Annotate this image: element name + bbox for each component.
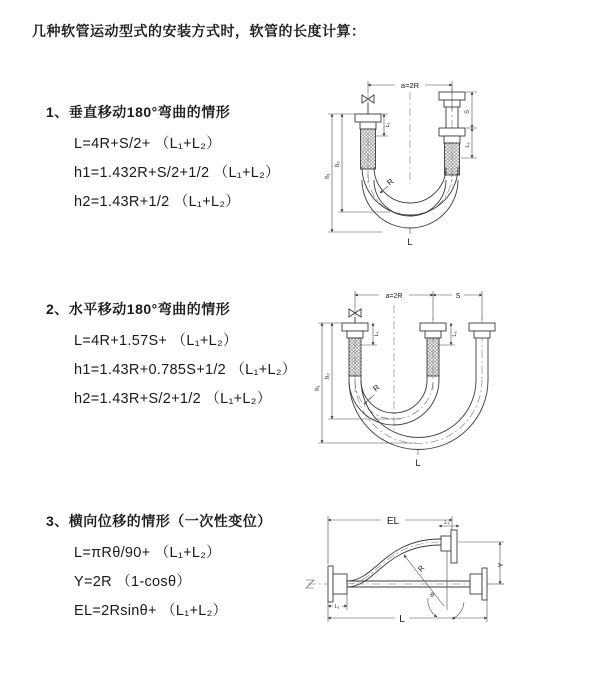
dim-label-l1: L₁ [374,331,380,337]
diagram-labels [335,516,505,625]
diagram-lateral-displacement [296,498,598,658]
section-2-formula-h2: h2=1.43R+S/2+1/2 （L₁+L₂） [74,391,272,407]
dimension-lines [318,289,482,455]
curved-hose [347,530,457,587]
bend-radius-label: R [385,176,396,188]
middle-fitting [420,323,446,376]
dim-label-l2: L₂ [452,331,458,337]
diagram-vertical-180-bend [310,62,595,262]
dim-label-h1: h₁ [315,385,321,391]
section-3-heading: 3、横向位移的情形（一次性变位） [46,513,272,529]
bend-radius-label: R [415,563,427,574]
dim-label-l1: L₁ [385,122,391,128]
hose-length-label: L [407,237,413,248]
left-fitting [342,323,368,376]
hose-length-label: L [399,614,405,625]
page-title: 几种软管运动型式的安装方式时，软管的长度计算： [32,23,366,39]
dim-label-l1: L₁ [334,604,340,610]
section-1-formula-h1: h1=1.432R+S/2+1/2 （L₁+L₂） [74,165,280,181]
dim-label-a2r: a=2R [400,81,420,90]
section-2-formula-h1: h1=1.43R+0.785S+1/2 （L₁+L₂） [74,362,297,378]
angle-theta-label: θ [430,592,434,599]
dim-label-h2: h₂ [335,161,341,167]
centerlines [355,305,482,444]
left-flange [328,566,347,602]
section-1-formula-L: L=4R+S/2+ （L₁+L₂） [74,136,222,152]
dim-label-l2: L₂ [444,520,450,526]
section-3-formula-Y: Y=2R （1-cosθ） [74,574,192,590]
bend-radius-label: R [371,382,382,394]
hose-arcs [349,360,488,450]
dim-label-s: S [455,293,461,300]
centerlines [368,88,452,216]
diagram-horizontal-180-bend [306,280,596,475]
dim-label-a2r: a=2R [385,293,403,300]
hose-length-label: L [415,458,421,469]
dim-label-l2: L₂ [465,142,471,148]
dim-label-y: Y [496,562,505,568]
section-3-formula-EL: EL=2Rsinθ+ （L₁+L₂） [74,603,228,619]
section-2-formula-L: L=4R+1.57S+ （L₁+L₂） [74,333,238,349]
dim-label-h1: h₁ [325,173,331,179]
left-fitting [355,114,381,169]
section-1-heading: 1、垂直移动180°弯曲的情形 [46,104,231,120]
dim-label-el: EL [386,516,400,527]
dim-label-h2: h₂ [325,373,331,379]
dim-label-s: S [465,109,471,115]
section-1-formula-h2: h2=1.43R+1/2 （L₁+L₂） [74,194,241,210]
section-3-formula-L: L=πRθ/90+ （L₁+L₂） [74,545,221,561]
dimension-lines [328,514,504,624]
section-2-heading: 2、水平移动180°弯曲的情形 [46,301,231,317]
